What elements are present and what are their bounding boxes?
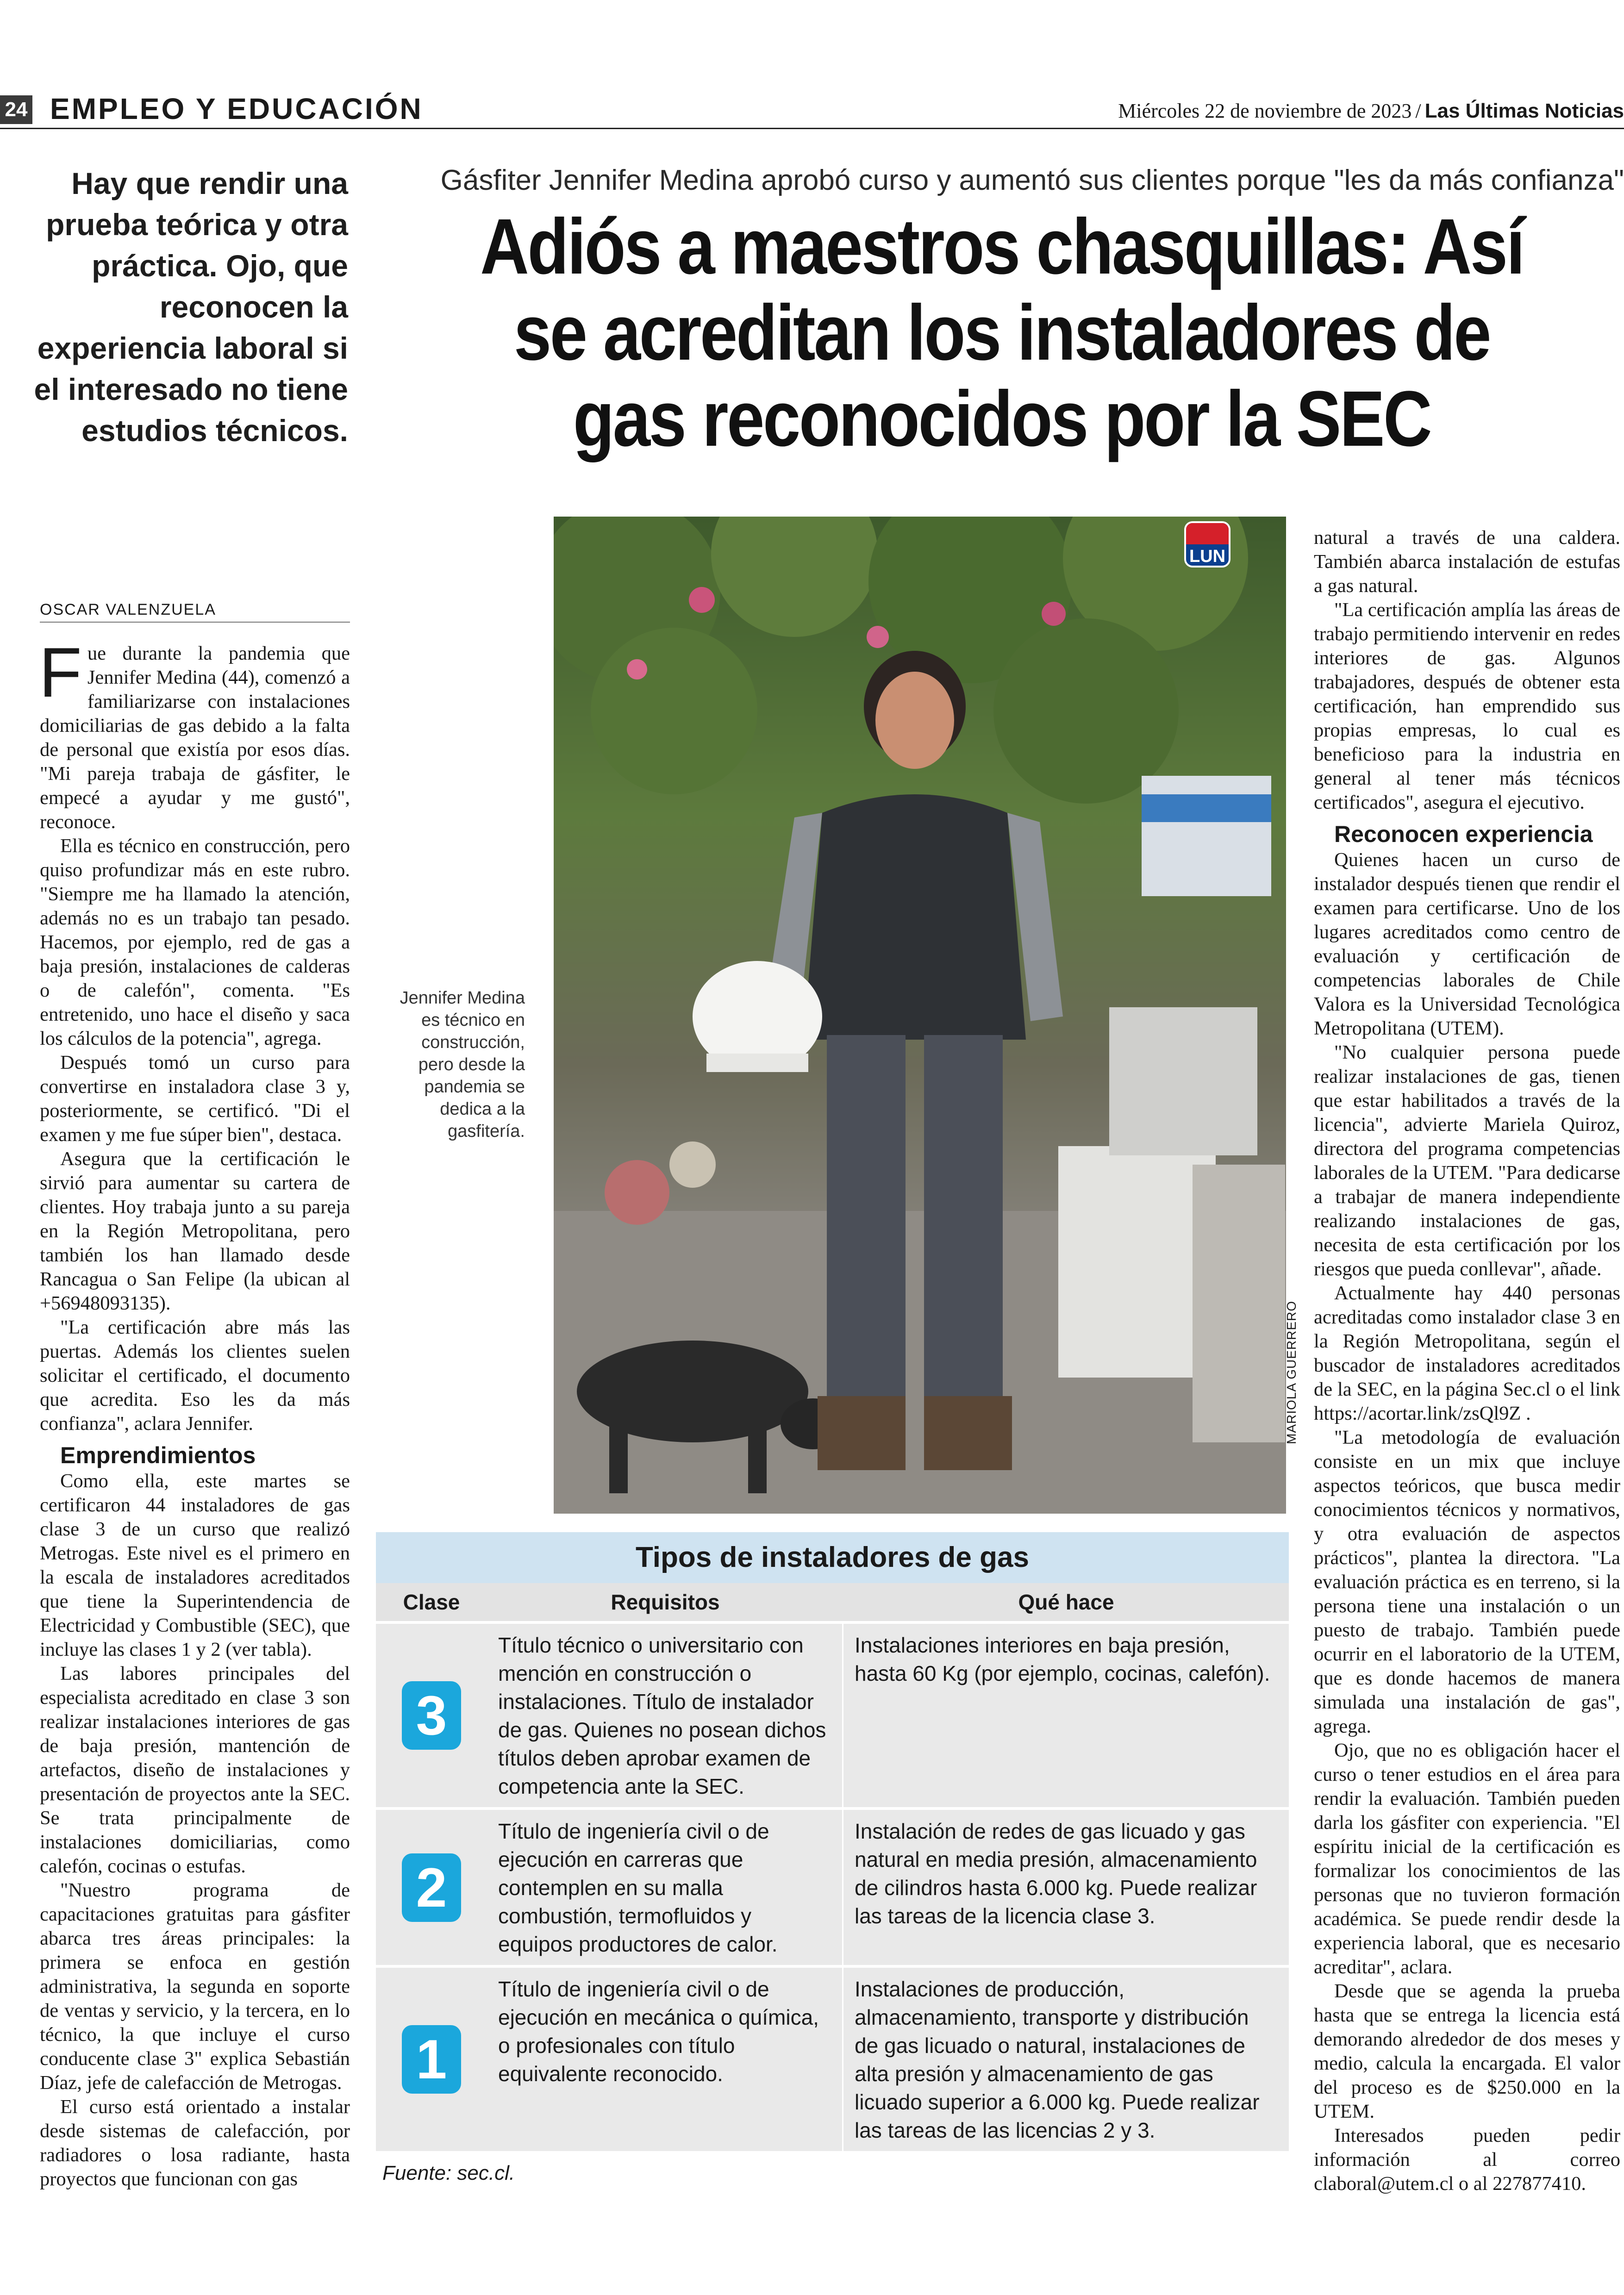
body-paragraph: Actualmente hay 440 personas acreditadas como instalador clase 3 en la Región Metropolitana, según el buscador de instaladores acreditados de la SEC, en la página Sec.cl o el link https://acortar.link/zsQl9Z . (1314, 1282, 1620, 1424)
body-column-right (1314, 526, 1620, 2196)
class-badge: 1 (402, 2025, 461, 2094)
column-header-requisitos: Requisitos (611, 1590, 720, 1614)
body-paragraph: "No cualquier persona puede realizar instalaciones de gas, tienen que estar habilitados a través de la licencia", advierte Mariela Quiroz, directora del programa competencias laborales de la UTEM. "Para dedicarse a trabajar de manera independiente realizando instalaciones de gas, necesita de esta certificación por los riesgos que pueda conllevar", añade. (1314, 1041, 1620, 1280)
body-paragraph: "La metodología de evaluación consiste en un mix que incluye aspectos teóricos, que busca medir conocimientos técnicos y normativos, y otra evaluación de aspectos prácticos", plantea la directora. "La evaluación práctica es en terreno, si la persona tiene una instalación o un puesto de trabajo. También puede ocurrir en el laboratorio de la UTEM, que es donde hacemos de manera simulada una instalación de gas", agrega. (1314, 1427, 1620, 1737)
lun-logo: LUN (1184, 521, 1230, 568)
photo-illustration (554, 517, 1286, 1514)
column-header-que-hace: Qué hace (1018, 1590, 1114, 1614)
section-title: EMPLEO Y EDUCACIÓN (50, 92, 423, 125)
class-cell (376, 1624, 487, 1807)
class-cell (376, 1968, 487, 2151)
issue-date: Miércoles 22 de noviembre de 2023 (1118, 100, 1412, 122)
body-paragraph: Interesados pueden pedir información al correo claboral@utem.cl o al 227877410. (1314, 2125, 1620, 2195)
body-paragraph: Ojo, que no es obligación hacer el curso o tener estudios en el área para rendir la evaluación. También pueden darla los gásfiter con experiencia. "El espíritu inicial de la certificación es formalizar los conocimientos de las personas que no tuvieron formación académica. Se puede rendir desde la experiencia laboral, que es necesario acreditar", aclara. (1314, 1740, 1620, 1978)
class-cell (376, 1810, 487, 1965)
body-paragraph: Las labores principales del especialista acreditado en clase 3 son realizar instalaciones interiores de gas de baja presión, mantención de artefactos, diseño de instalaciones y presentación de proyectos ante la SEC. Se trata principalmente de instalaciones domiciliarias, como calefón, cocinas o estufas. (40, 1663, 350, 1877)
page-number: 24 (0, 95, 32, 124)
body-paragraph: El curso está orientado a instalar desde sistemas de calefacción, por radiadores o losa radiante, hasta proyectos que funcionan con gas (40, 2096, 350, 2190)
kicker: Gásfiter Jennifer Medina aprobó curso y aumentó sus clientes porque "les da más confianza" (440, 164, 1624, 196)
header-rule (0, 128, 1624, 129)
body-paragraph: Quienes hacen un curso de instalador después tienen que rendir el examen para certificarse. Uno de los lugares acreditados como centro de evaluación y certificación de competencias laborales de Chile Valora es la Universidad Tecnológica Metropolitana (UTEM). (1314, 849, 1620, 1039)
subhead-reconocen-experiencia: Reconocen experiencia (1334, 821, 1593, 847)
body-paragraph: Fue durante la pandemia que Jennifer Medina (44), comenzó a familiarizarse con instalaciones domiciliarias de gas debido a la falta de personal que existía por esos días. "Mi pareja trabaja de gásfiter, le empecé a ayudar y me gustó", reconoce. (39, 633, 350, 833)
table-row (376, 1807, 1289, 1965)
byline: OSCAR VALENZUELA (40, 601, 350, 623)
body-paragraph: Desde que se agenda la prueba hasta que se entrega la licencia está demorando alrededor de dos meses y medio, calcula la encargada. El valor del proceso es de $250.000 en la UTEM. (1314, 1980, 1620, 2122)
headline: Adiós a maestros chasquillas: Así se acreditan los instaladores de gas reconocidos por la SEC (480, 203, 1524, 463)
subhead-emprendimientos: Emprendimientos (60, 1442, 256, 1468)
requirements-cell: Título de ingeniería civil o de ejecución en mecánica o química, o profesionales con título equivalente reconocido. (487, 1968, 843, 2151)
drop-cap: F (39, 633, 82, 712)
duties-cell: Instalaciones interiores en baja presión, hasta 60 Kg (por ejemplo, cocinas, calefón). (855, 1633, 1270, 1685)
body-paragraph: "La certificación abre más las puertas. Además los clientes suelen solicitar el certificado, el documento que acredita. Eso les da más confianza", aclara Jennifer. (40, 1316, 350, 1434)
class-badge: 2 (402, 1853, 461, 1922)
body-paragraph: Ella es técnico en construcción, pero quiso profundizar más en este rubro. "Siempre me ha llamado la atención, además no es un trabajo tan pesado. Hacemos, por ejemplo, red de gas a baja presión, instalaciones de calderas o de calefón", comenta. "Es entretenido, uno hace el diseño y saca los cálculos de la potencia", agrega. (40, 835, 350, 1049)
requirements-cell: Título técnico o universitario con mención en construcción o instalaciones. Título de instalador de gas. Quienes no posean dichos títulos deben aprobar examen de competencia ante la SEC. (487, 1624, 843, 1807)
deck-summary: Hay que rendir una prueba teórica y otra práctica. Ojo, que reconocen la experiencia laboral si el interesado no tiene estudios técnicos. (34, 166, 348, 448)
body-paragraph: "Nuestro programa de capacitaciones gratuitas para gásfiter abarca tres áreas principales: la primera se enfoca en gestión administrativa, la segunda en soporte de ventas y servicio, y la tercera, en lo técnico, la que incluye el curso conducente clase 3" explica Sebastián Díaz, jefe de calefacción de Metrogas. (40, 1879, 350, 2094)
class-badge: 3 (402, 1681, 461, 1750)
table-title: Tipos de instaladores de gas (376, 1532, 1289, 1583)
body-column-left (39, 633, 350, 2191)
column-header-clase: Clase (403, 1590, 460, 1614)
body-paragraph: Después tomó un curso para convertirse en instaladora clase 3 y, posteriormente, se certificó. "Di el examen y me fue súper bien", destaca. (40, 1052, 350, 1146)
body-paragraph: "La certificación amplía las áreas de trabajo permitiendo intervenir en redes interiores de gas. Algunos trabajadores, después de obtener esta certificación, han emprendido sus propias empresas, lo cual es beneficioso para la industria en general al tener más técnicos certificados", asegura el ejecutivo. (1314, 599, 1620, 813)
feature-photo (554, 517, 1286, 1514)
page-header (0, 93, 1624, 129)
table-header-row (376, 1583, 1289, 1621)
photo-caption: Jennifer Medina es técnico en construcción, pero desde la pandemia se dedica a la gasfitería. (400, 988, 525, 1141)
installer-types-table (376, 1532, 1289, 2151)
duties-cell: Instalación de redes de gas licuado y gas natural en media presión, almacenamiento de cilindros hasta 6.000 kg. Puede realizar las tareas de la licencia clase 3. (855, 1819, 1257, 1928)
table-source: Fuente: sec.cl. (382, 2162, 515, 2184)
newspaper-name: Las Últimas Noticias (1424, 100, 1624, 122)
table-row (376, 1965, 1289, 2151)
requirements-cell: Título de ingeniería civil o de ejecución en carreras que contemplen en su malla combustión, termofluidos y equipos productores de calor. (487, 1810, 843, 1965)
dateline-separator: / (1415, 100, 1421, 122)
duties-cell: Instalaciones de producción, almacenamiento, transporte y distribución de gas licuado o natural, instalaciones de alta presión y almacenamiento de gas licuado superior a 6.000 kg. Puede realizar las tareas de las licencias 2 y 3. (855, 1977, 1260, 2142)
photo-credit: MARIOLA GUERRERO (1284, 1300, 1299, 1444)
body-paragraph: natural a través de una caldera. También abarca instalación de estufas a gas natural. (1314, 527, 1620, 597)
body-paragraph: Asegura que la certificación le sirvió para aumentar su cartera de clientes. Hoy trabaja junto a su pareja en la Región Metropolitana, pero también los han llamado desde Rancagua o San Felipe (la ubican al +56948093135). (40, 1148, 350, 1314)
body-paragraph: Como ella, este martes se certificaron 44 instaladores de gas clase 3 de un curso que realizó Metrogas. Este nivel es el primero en la escala de instaladores acreditados que tiene la Superintendencia de Electricidad y Combustible (SEC), que incluye las clases 1 y 2 (ver tabla). (40, 1470, 350, 1660)
dateline (1118, 97, 1624, 125)
table-row (376, 1621, 1289, 1807)
